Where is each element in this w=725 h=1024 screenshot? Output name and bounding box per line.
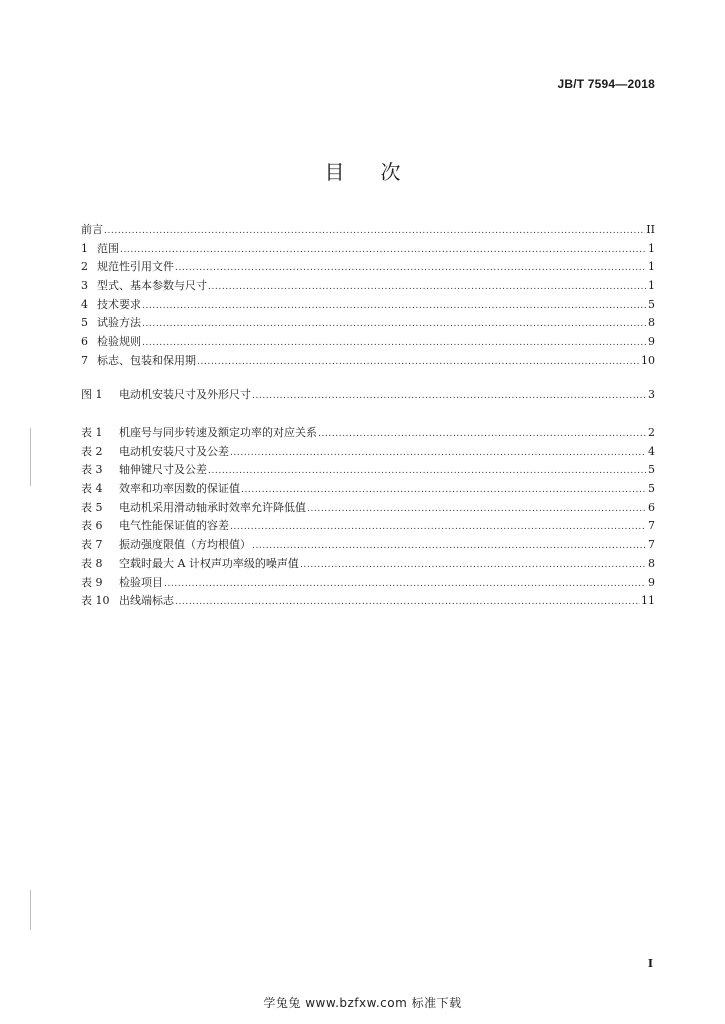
toc-entry-table-6[interactable] — [81, 517, 655, 536]
toc-entry-table-1[interactable] — [81, 424, 655, 443]
toc-entry-section-4[interactable] — [81, 296, 655, 315]
toc-entry-page: 6 — [648, 500, 655, 514]
toc-leader-dots — [120, 241, 646, 260]
toc-entry-label: 型式、基本参数与尺寸 — [97, 279, 207, 293]
toc-entry-section-6[interactable] — [81, 333, 655, 352]
toc-entry-label: 电气性能保证值的容差 — [119, 519, 229, 533]
toc-entry-label: 空载时最大 A 计权声功率级的噪声值 — [119, 556, 299, 570]
scan-artifact-line — [30, 890, 31, 930]
toc-entry-page: 4 — [648, 444, 655, 458]
toc-entry-label: 振动强度限值（方均根值） — [119, 538, 251, 552]
toc-entry-page: 9 — [648, 575, 655, 589]
toc-entry-page: 1 — [648, 260, 655, 274]
toc-entry-label: 效率和功率因数的保证值 — [119, 482, 240, 496]
toc-entry-table-9[interactable] — [81, 574, 655, 593]
toc-entry-number: 7 — [81, 353, 88, 367]
toc-entry-page: 10 — [641, 353, 655, 367]
toc-entry-label: 电动机安装尺寸及公差 — [119, 444, 229, 458]
toc-entry-number: 1 — [81, 241, 88, 255]
toc-entry-page: 9 — [648, 335, 655, 349]
toc-entry-label: 轴伸键尺寸及公差 — [119, 463, 207, 477]
toc-leader-dots — [104, 222, 645, 241]
toc-leader-dots — [142, 297, 646, 316]
toc-leader-dots — [241, 481, 646, 500]
toc-entry-number: 6 — [81, 335, 88, 349]
toc-entry-label: 规范性引用文件 — [97, 260, 174, 274]
toc-entry-number: 4 — [81, 297, 88, 311]
toc-entry-number: 2 — [81, 260, 88, 274]
toc-leader-dots — [252, 537, 646, 556]
toc-entry-number: 表 9 — [81, 575, 103, 589]
toc-entry-table-10[interactable] — [81, 592, 655, 611]
toc-leader-dots — [142, 334, 646, 353]
toc-entry-page: 8 — [648, 316, 655, 330]
toc-entry-section-7[interactable] — [81, 352, 655, 371]
toc-entry-page: 7 — [648, 538, 655, 552]
toc-entry-page: 3 — [648, 388, 655, 401]
toc-entry-table-7[interactable] — [81, 536, 655, 555]
toc-entry-label: 标志、包装和保用期 — [97, 353, 196, 367]
toc-entry-page: 11 — [641, 594, 655, 608]
toc-leader-dots — [252, 387, 646, 406]
toc-entry-page: 1 — [648, 279, 655, 293]
toc-entry-page: 5 — [648, 297, 655, 311]
toc-entry-label: 试验方法 — [97, 316, 141, 330]
toc-leader-dots — [300, 556, 646, 575]
toc-entry-label: 电动机采用滑动轴承时效率允许降低值 — [119, 500, 306, 514]
toc-entry-number: 表 7 — [81, 538, 103, 552]
toc-leader-dots — [142, 315, 646, 334]
toc-leader-dots — [307, 500, 646, 519]
scan-artifact-line — [30, 428, 31, 486]
toc-entry-label: 检验规则 — [97, 335, 141, 349]
toc-leader-dots — [230, 518, 646, 537]
toc-entry-number: 表 6 — [81, 519, 103, 533]
page-number: I — [647, 957, 653, 970]
toc-leader-dots — [318, 425, 646, 444]
toc-entry-page: 2 — [648, 426, 655, 439]
toc-leader-dots — [208, 462, 646, 481]
toc-entry-label: 技术要求 — [97, 297, 141, 311]
toc-entry-label: 范围 — [97, 241, 119, 255]
toc-entry-number: 表 4 — [81, 482, 103, 496]
toc-tables — [81, 424, 655, 611]
toc-figures — [81, 386, 655, 405]
toc-leader-dots — [175, 259, 646, 278]
toc-entry-label: 前言 — [81, 223, 103, 236]
toc-entry-page: II — [646, 223, 655, 236]
toc-entry-label: 出线端标志 — [119, 594, 174, 608]
toc-entry-number: 表 2 — [81, 444, 103, 458]
toc-entry-number: 5 — [81, 316, 88, 330]
toc-entry-page: 5 — [648, 463, 655, 477]
title-char-2: 次 — [380, 160, 401, 184]
toc-entry-number: 图 1 — [81, 388, 103, 401]
toc-entry-section-5[interactable] — [81, 314, 655, 333]
toc-entry-number: 表 1 — [81, 426, 103, 439]
toc-entry-table-4[interactable] — [81, 480, 655, 499]
toc-entry-number: 3 — [81, 279, 88, 293]
toc-entry-number: 表 8 — [81, 556, 103, 570]
toc-entry-section-1[interactable] — [81, 240, 655, 259]
toc-entry-section-3[interactable] — [81, 277, 655, 296]
toc-entry-number: 表 3 — [81, 463, 103, 477]
toc-entry-number: 表 5 — [81, 500, 103, 514]
page-title — [0, 156, 725, 185]
title-char-1: 目 — [324, 160, 345, 184]
toc-entry-page: 7 — [648, 519, 655, 533]
toc-leader-dots — [208, 278, 646, 297]
toc-entry-table-8[interactable] — [81, 555, 655, 574]
toc-leader-dots — [197, 353, 640, 372]
toc-entry-number: 表 10 — [81, 594, 110, 608]
toc-entry-table-2[interactable] — [81, 443, 655, 462]
toc-entry-label: 电动机安装尺寸及外形尺寸 — [119, 388, 251, 401]
toc-entry-page: 8 — [648, 556, 655, 570]
toc-leader-dots — [175, 593, 640, 612]
toc-entry-page: 1 — [648, 241, 655, 255]
toc-entry-figure-1[interactable] — [81, 386, 655, 405]
toc-entry-section-2[interactable] — [81, 258, 655, 277]
standard-code: JB/T 7594—2018 — [557, 77, 655, 91]
toc-entry-label: 机座号与同步转速及额定功率的对应关系 — [119, 426, 317, 439]
watermark-text: 学兔兔 www.bzfxw.com 标准下载 — [263, 996, 462, 1010]
toc-entry-foreword[interactable] — [81, 221, 655, 240]
toc-entry-table-5[interactable] — [81, 499, 655, 518]
toc-entry-table-3[interactable] — [81, 461, 655, 480]
toc-entry-label: 检验项目 — [119, 575, 163, 589]
toc-leader-dots — [230, 444, 646, 463]
toc-entry-page: 5 — [648, 482, 655, 496]
toc-sections — [81, 221, 655, 371]
toc-leader-dots — [164, 575, 646, 594]
